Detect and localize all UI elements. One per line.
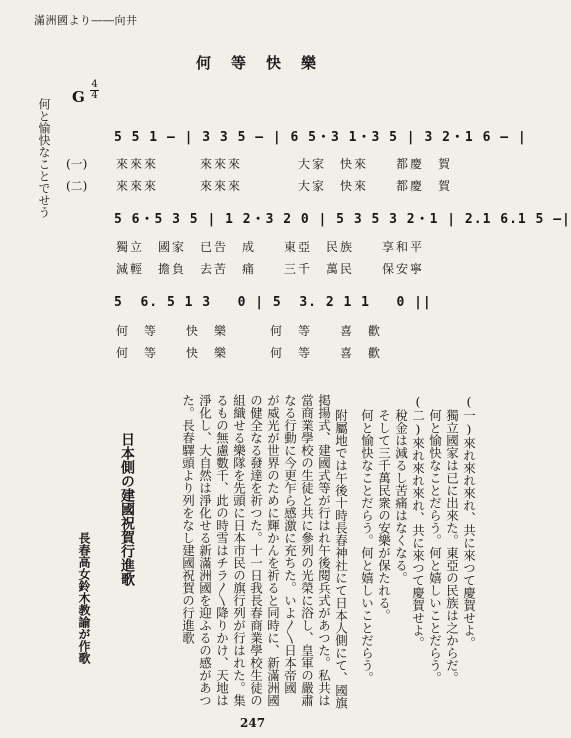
- verse-label-1: (一): [66, 157, 88, 171]
- song-author: 長春高女鈴木教諭が作歌: [77, 532, 91, 664]
- key-signature: G: [72, 88, 85, 106]
- song-section-title: 日本側の建國祝賀行進歌: [119, 432, 135, 586]
- running-header: 滿洲國より――向井: [34, 14, 138, 27]
- body-line: の健全なる發達を祈つた。十一日我長春商業學校生徒の: [248, 394, 264, 707]
- score-line-2-notes: 5 6・5 3 5 | 1 2・3 2 0 | 5 3 5 3 2・1 | 2.1 6.1 5 ―|: [114, 212, 571, 227]
- body-line: 掲揚式、建國式等が行はれ午後閱兵式があつた。私共は: [316, 394, 332, 707]
- score-line-3-lyric-2: 何 等 快 樂 何 等 喜 歡: [116, 346, 383, 360]
- verse-line: 何と愉快なことだらう。何と嬉しいことだらう。: [359, 409, 375, 684]
- body-line: るもの無慮數千、此の時雪はチラ〳〵降りかけ、天地は: [214, 394, 230, 707]
- body-line: なる行動に今更乍ら感激に充ちた。いよ〳〵日本帝國: [282, 394, 298, 694]
- time-signature-bottom: 4: [91, 90, 98, 101]
- score-line-3-lyric-1: 何 等 快 樂 何 等 喜 歡: [116, 324, 383, 338]
- body-line: が威光が世界のために輝かんを祈ると同時に、新滿洲國: [265, 394, 281, 707]
- time-signature-top: 4: [91, 79, 98, 90]
- song-title-heading: 何等快樂: [196, 54, 337, 72]
- verse-line: 獨立國家は已に出來た。東亞の民族は之からだ。: [444, 409, 460, 684]
- score-line-1-lyric-1: 來來來 來來來 大家 快來 都慶 賀: [116, 157, 453, 171]
- score-line-2-lyric-1: 獨立 國家 已告 成 東亞 民族 享和平: [116, 240, 425, 254]
- score-line-1-notes: 5 5 1 ― | 3 3 5 ― | 6 5・3 1・3 5 | 3 2・1 6 ― |: [114, 130, 527, 145]
- time-signature: [90, 80, 99, 101]
- score-line-2-lyric-2: 減輕 擔負 去苦 痛 三千 萬民 保安寧: [116, 262, 425, 276]
- score-line-3-notes: 5 6. 5 1 3 0 | 5 3. 2 1 1 0 ||: [114, 295, 432, 310]
- page-number: 247: [240, 716, 266, 730]
- verse-line: (二)來れ來れ來れ、共に來つて慶賀せよ。: [410, 394, 426, 649]
- verse-line: 稅金は減るし苦痛はなくなる。: [393, 409, 409, 584]
- verse-label-2: (二): [66, 179, 88, 193]
- score-line-1-lyric-2: 來來來 來來來 大家 快來 都慶 賀: [116, 179, 453, 193]
- body-line: た。長春驛頭より列をなし建國祝賀の行進歌: [180, 394, 196, 644]
- verse-line: そして三千萬民衆の安樂が保たれる。: [376, 409, 392, 622]
- verse-line: (一)來れ來れ來れ、共に來つて慶賀せよ。: [461, 394, 477, 649]
- body-line: 附屬地では午後十時長春神社にて日本人側にて、國旗: [333, 409, 349, 709]
- body-line: 當商業學校の生徒と共に參列の光榮に浴し、皇軍の嚴肅: [299, 394, 315, 707]
- body-line: 組織せる樂隊を先頭に日本市民の旗行列が行はれた。集: [231, 394, 247, 707]
- body-line: 淨化し、大自然は淨化せる新滿洲國を迎ふるの感があつ: [197, 394, 213, 707]
- verse-line: 何と愉快なことだらう。何と嬉しいことだらう。: [427, 409, 443, 684]
- side-note: 何と愉快なことでせう: [37, 98, 51, 218]
